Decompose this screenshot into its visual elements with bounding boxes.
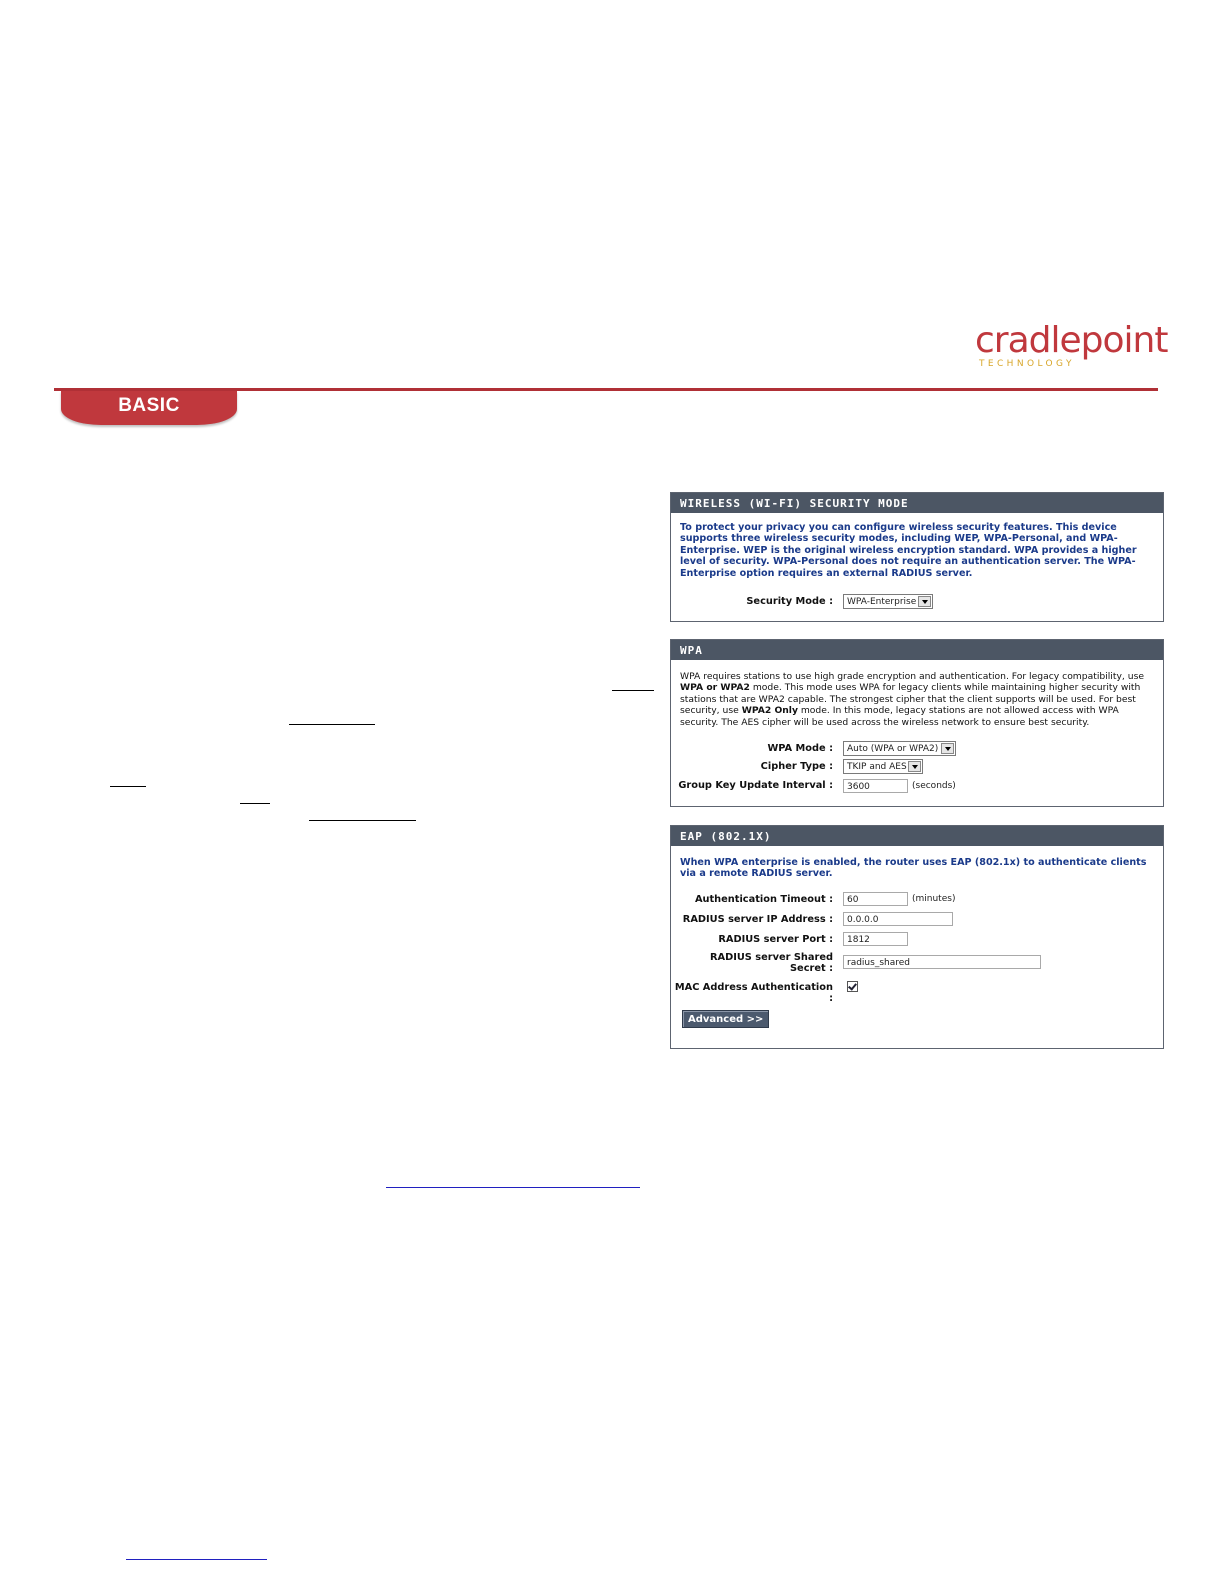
group-key-interval-unit: (seconds) (912, 781, 956, 791)
chevron-down-icon[interactable] (918, 596, 931, 607)
link-underline (612, 690, 654, 691)
cipher-type-label: Cipher Type : (760, 761, 833, 772)
logo-tagline: TECHNOLOGY (979, 359, 1075, 369)
wpa-mode-value: Auto (WPA or WPA2) (847, 744, 939, 754)
group-key-interval-input[interactable]: 3600 (843, 779, 908, 793)
link-underline (289, 724, 375, 725)
radius-ip-label: RADIUS server IP Address : (682, 914, 833, 925)
security-mode-label: Security Mode : (746, 596, 833, 607)
mac-auth-label: MAC Address Authentication : (674, 982, 833, 1004)
link-underline (309, 820, 416, 821)
radius-secret-label (710, 952, 833, 974)
auth-timeout-label: Authentication Timeout : (694, 894, 833, 905)
security-mode-select[interactable] (843, 594, 933, 609)
auth-timeout-input[interactable]: 60 (843, 892, 908, 906)
security-mode-value: WPA-Enterprise (847, 597, 917, 607)
cradlepoint-logo (975, 320, 1168, 372)
cipher-type-value: TKIP and AES (847, 762, 907, 772)
chevron-down-icon[interactable] (941, 743, 954, 754)
group-key-interval-label: Group Key Update Interval : (678, 780, 833, 791)
chevron-down-icon[interactable] (908, 761, 921, 772)
radius-secret-input[interactable]: radius_shared (843, 955, 1041, 969)
radius-port-label: RADIUS server Port : (718, 934, 833, 945)
radius-port-input[interactable]: 1812 (843, 932, 908, 946)
desc-part: mode. This mode uses WPA for legacy clients while maintaining higher security with stations that are WPA2 capable. The strongest cipher that the client supports will be used. For best security, use (680, 682, 1141, 717)
panel-title: WPA (671, 640, 1163, 660)
panel-title: WIRELESS (WI-FI) SECURITY MODE (671, 493, 1163, 513)
auth-timeout-unit: (minutes) (912, 894, 956, 904)
mac-auth-checkbox[interactable] (847, 981, 858, 992)
radius-secret-label-line1: RADIUS server Shared (709, 952, 833, 963)
eap-panel (670, 825, 1164, 1049)
link-underline (110, 786, 146, 787)
logo-wordmark: cradlepoint (975, 320, 1168, 361)
desc-bold: WPA or WPA2 (680, 682, 750, 694)
panel-description: To protect your privacy you can configure wireless security features. This device supports three wireless security modes, including WEP, WPA-Personal, and WPA-Enterprise. WEP is the original wireless encryption standard. WPA provides a higher level of security. WPA-Personal does not require an authentication server. The WPA-Enterprise option requires an external RADIUS server. (680, 522, 1137, 579)
radius-ip-input[interactable]: 0.0.0.0 (843, 912, 953, 926)
link-underline (240, 803, 270, 804)
advanced-button[interactable]: Advanced >> (682, 1010, 769, 1028)
link-underline (126, 1559, 267, 1560)
section-tab (61, 391, 237, 425)
panel-description: When WPA enterprise is enabled, the router uses EAP (802.1x) to authenticate clients via a remote RADIUS server. (680, 857, 1147, 880)
wpa-mode-label: WPA Mode : (767, 743, 833, 754)
radius-secret-label-line2: Secret : (790, 963, 833, 974)
cipher-type-select[interactable] (843, 759, 923, 774)
link-underline (386, 1187, 640, 1188)
security-mode-panel (670, 492, 1164, 622)
wpa-panel (670, 639, 1164, 807)
panel-title: EAP (802.1X) (671, 826, 1163, 846)
desc-part: WPA requires stations to use high grade encryption and authentication. For legacy compatibility, use (680, 671, 1145, 682)
desc-bold: WPA2 Only (741, 705, 798, 717)
section-tab-label: BASIC (118, 395, 180, 416)
wpa-mode-select[interactable] (843, 741, 956, 756)
desc-part: mode. In this mode, legacy stations are not allowed access with WPA security. The AES cipher will be used across the wireless network to ensure best security. (680, 705, 1119, 728)
panel-description (680, 671, 1154, 728)
